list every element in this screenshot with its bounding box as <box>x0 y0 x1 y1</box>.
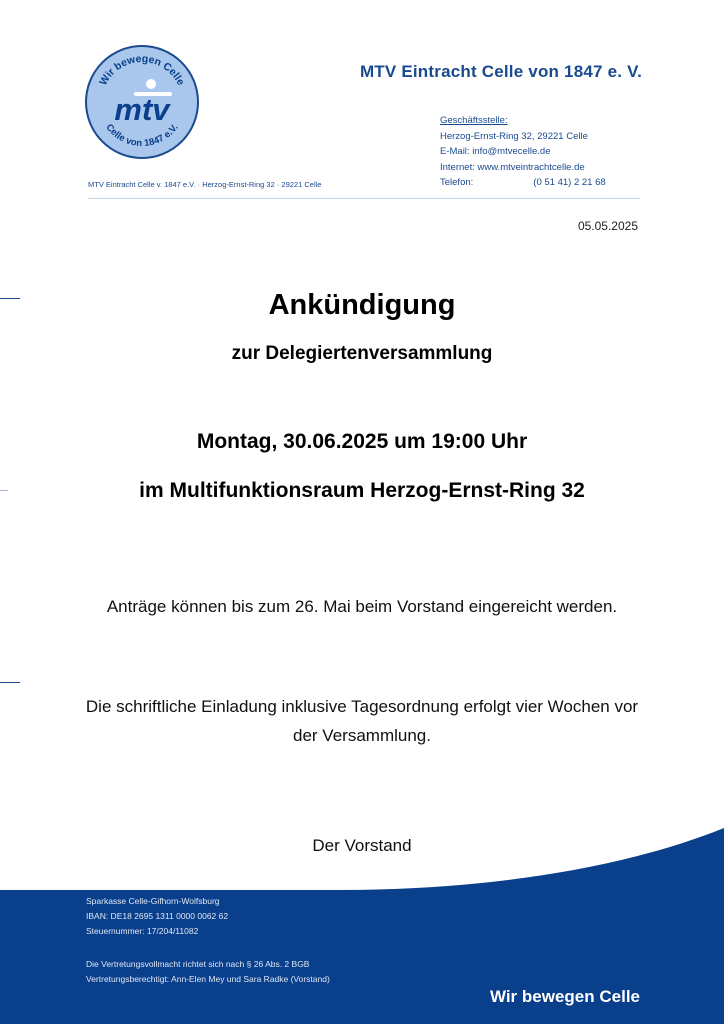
representation-note: Die Vertretungsvollmacht richtet sich nach § 26 Abs. 2 BGB <box>86 959 310 969</box>
organization-title: MTV Eintracht Celle von 1847 e. V. <box>359 62 642 81</box>
footer-slogan: Wir bewegen Celle <box>489 987 640 1006</box>
bank-name: Sparkasse Celle-Gifhorn-Wolfsburg <box>86 896 220 906</box>
office-label: Geschäftsstelle: <box>440 115 508 126</box>
fold-mark-bottom <box>0 682 20 683</box>
signature: Der Vorstand <box>312 836 412 855</box>
logo-ring-bottom-text: Celle von 1847 e.V. <box>103 122 181 150</box>
logo-ring-top-text: Wir bewegen Celle <box>97 52 187 88</box>
sender-address-line: MTV Eintracht Celle v. 1847 e.V. · Herzog-Ernst-Ring 32 · 29221 Celle <box>88 180 322 189</box>
tax-number: Steuernummer: 17/204/11082 <box>86 926 199 936</box>
motions-deadline-text: Anträge können bis zum 26. Mai beim Vorstand eingereicht werden. <box>106 597 618 616</box>
bank-details <box>86 894 228 939</box>
phone-number: (0 51 41) 2 21 68 <box>533 177 606 188</box>
iban: IBAN: DE18 2695 1311 0000 0062 62 <box>86 911 229 921</box>
club-logo <box>84 44 200 160</box>
website-line[interactable]: Internet: www.mtveintrachtcelle.de <box>440 161 585 173</box>
announcement-subheadline: zur Delegiertenversammlung <box>231 343 493 364</box>
announcement-headline: Ankündigung <box>268 289 456 321</box>
header-divider <box>88 198 640 199</box>
contact-block <box>440 113 606 191</box>
email-line[interactable]: E-Mail: info@mtvecelle.de <box>440 146 551 157</box>
phone-label: Telefon: <box>440 177 474 188</box>
legal-info <box>86 957 330 987</box>
letter-date: 05.05.2025 <box>577 219 638 233</box>
meeting-location: im Multifunktionsraum Herzog-Ernst-Ring 32 <box>139 479 585 502</box>
invitation-info-text: Die schriftliche Einladung inklusive Tagesordnung erfolgt vier Wochen vor der Versammlung. <box>85 697 639 745</box>
office-address: Herzog-Ernst-Ring 32, 29221 Celle <box>440 130 588 142</box>
meeting-datetime: Montag, 30.06.2025 um 19:00 Uhr <box>196 430 528 453</box>
representatives: Vertretungsberechtigt: Ann-Elen Mey und Sara Radke (Vorstand) <box>86 974 330 984</box>
logo-mark-text: mtv <box>114 92 170 127</box>
logo-figure-head <box>146 79 156 89</box>
phone-row <box>440 175 606 191</box>
